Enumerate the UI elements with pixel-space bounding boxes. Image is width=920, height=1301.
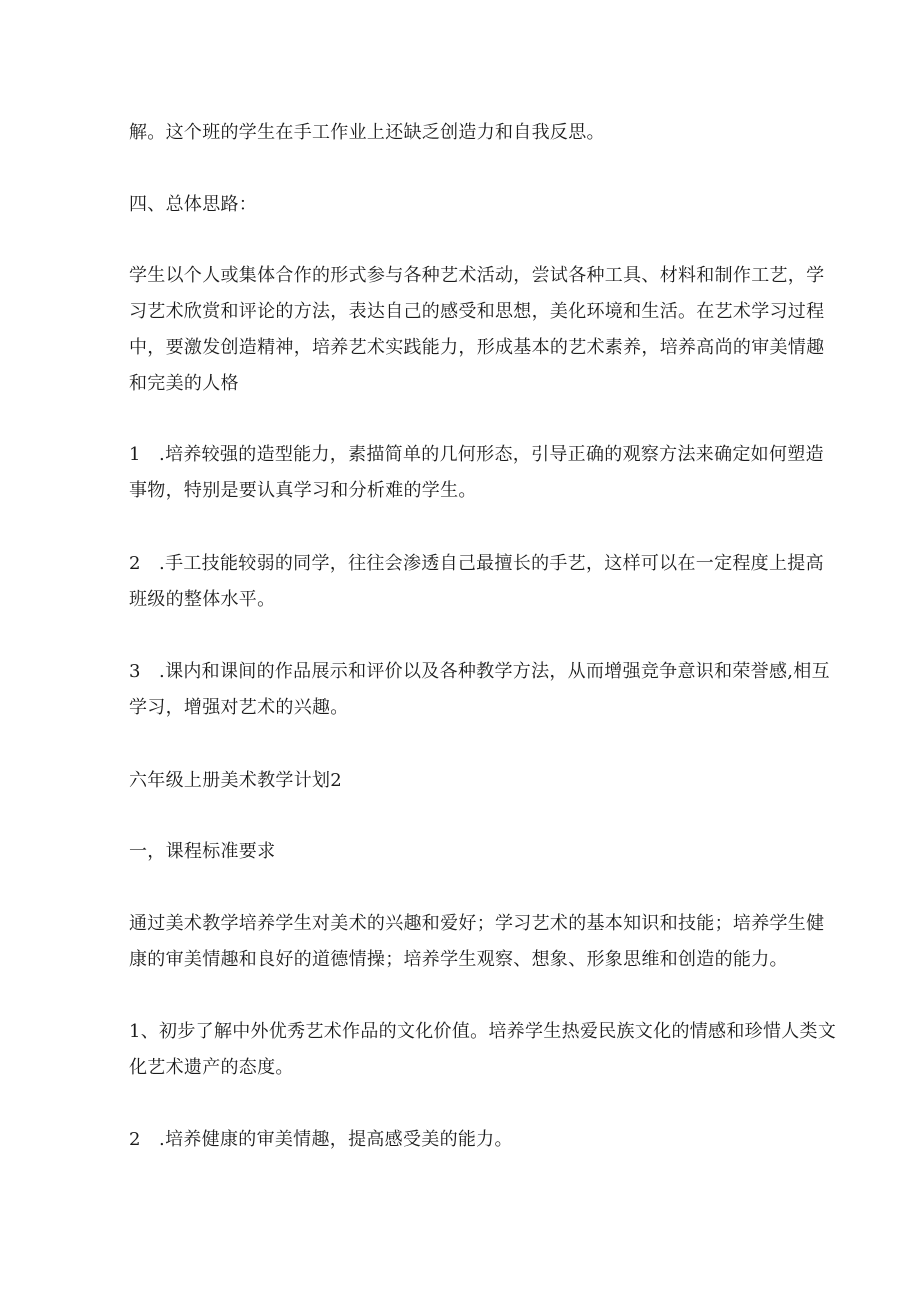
- list-item-goal-2: [129, 1122, 794, 1158]
- text-line: 班级的整体水平。: [129, 589, 276, 610]
- text-line: 四、总体思路：: [129, 194, 258, 215]
- text-line: 习艺术欣赏和评论的方法，表达自己的感受和思想，美化环境和生活。在艺术学习过程: [129, 301, 825, 322]
- text-line: 学习，增强对艺术的兴趣。: [129, 697, 349, 718]
- paragraph-intro-continuation: [129, 115, 794, 151]
- list-item-goal-1: [129, 1014, 837, 1086]
- text-line: 一，课程标准要求: [129, 841, 276, 862]
- document-title-plan-2: [129, 763, 794, 799]
- section-heading-curriculum-standards: [129, 834, 794, 870]
- paragraph-overall-approach: [129, 258, 825, 402]
- text-line: 和完美的人格: [129, 373, 239, 394]
- list-item-3: [129, 654, 830, 726]
- text-line: 通过美术教学培养学生对美术的兴趣和爱好；学习艺术的基本知识和技能；培养学生健: [129, 913, 825, 934]
- text-line: 事物，特别是要认真学习和分析难的学生。: [129, 480, 477, 501]
- text-line: 学生以个人或集体合作的形式参与各种艺术活动，尝试各种工具、材料和制作工艺，学: [129, 265, 825, 286]
- text-line: 2 .手工技能较弱的同学，往往会渗透自己最擅长的手艺，这样可以在一定程度上提高: [129, 553, 824, 574]
- text-line: 化艺术遗产的态度。: [129, 1057, 294, 1078]
- list-item-1: [129, 437, 824, 509]
- text-line: 1 .培养较强的造型能力，素描简单的几何形态，引导正确的观察方法来确定如何塑造: [129, 444, 824, 465]
- text-line: 六年级上册美术教学计划2: [129, 770, 343, 791]
- paragraph-curriculum-standards: [129, 906, 825, 978]
- section-heading-overall-approach: [129, 187, 794, 223]
- text-line: 2 .培养健康的审美情趣，提高感受美的能力。: [129, 1129, 513, 1150]
- text-line: 1、初步了解中外优秀艺术作品的文化价值。培养学生热爱民族文化的情感和珍惜人类文: [129, 1021, 837, 1042]
- text-line: 中，要激发创造精神，培养艺术实践能力，形成基本的艺术素养，培养高尚的审美情趣: [129, 337, 825, 358]
- text-line: 3 .课内和课间的作品展示和评价以及各种教学方法，从而增强竞争意识和荣誉感,相互: [129, 661, 830, 682]
- text-line: 解。这个班的学生在手工作业上还缺乏创造力和自我反思。: [129, 122, 605, 143]
- text-line: 康的审美情趣和良好的道德情操；培养学生观察、想象、形象思维和创造的能力。: [129, 949, 788, 970]
- list-item-2: [129, 546, 824, 618]
